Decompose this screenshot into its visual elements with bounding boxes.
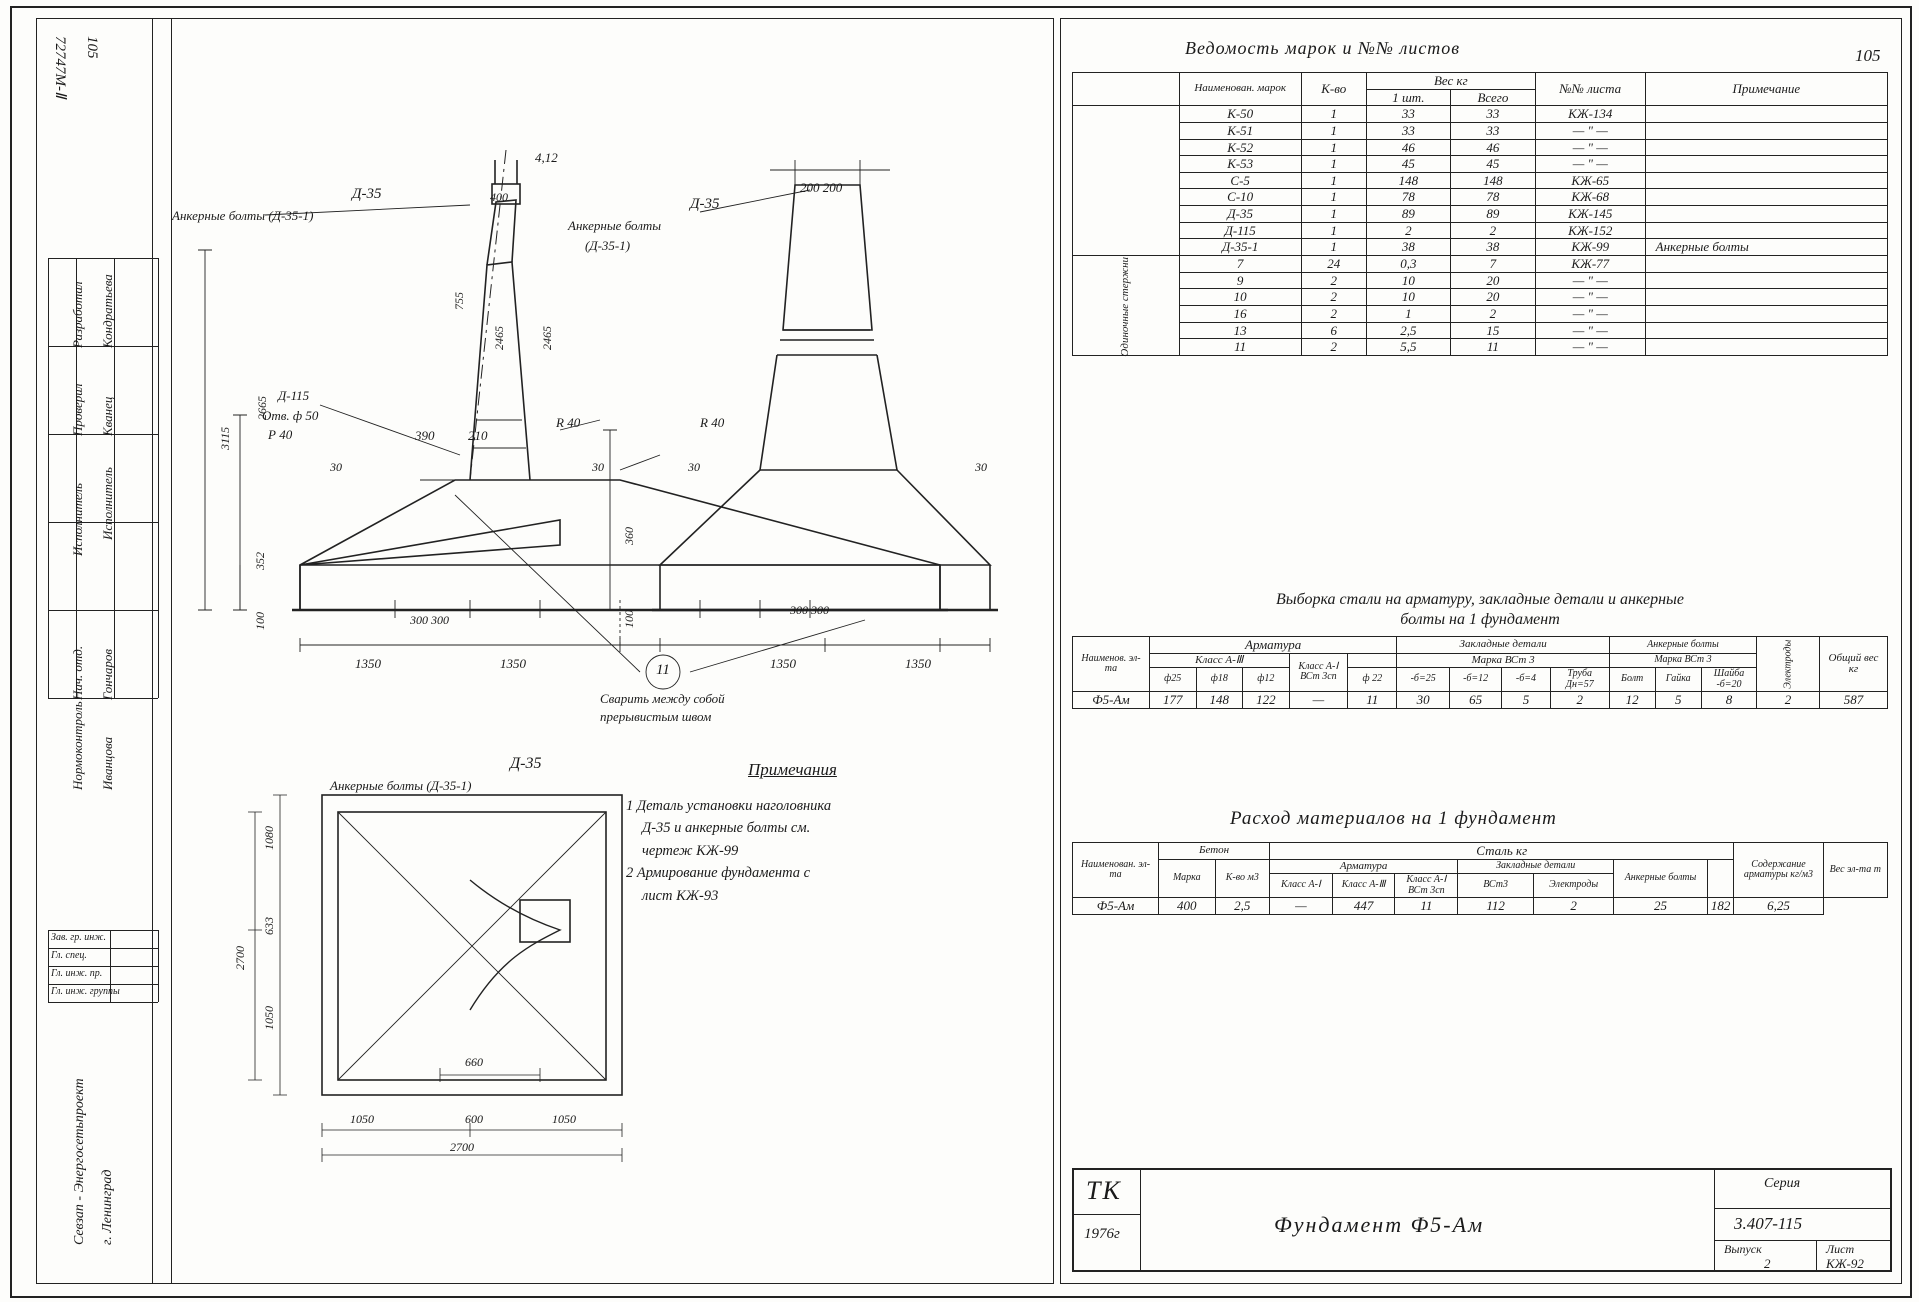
dim-1050: 1050: [262, 1006, 276, 1030]
cell-qty: 6: [1301, 322, 1366, 339]
cell-m3: 2,5: [1215, 898, 1270, 915]
weld-note: Сварить между собой прерывистым швом: [600, 691, 725, 724]
table-row: [1073, 172, 1888, 189]
header-class-bst: Класс А-Ⅰ ВСт 3сп: [1395, 874, 1458, 898]
table-row: [1073, 239, 1888, 256]
sub-b25: -б=25: [1397, 668, 1449, 692]
cell-v1: 148: [1196, 692, 1243, 709]
header-weight: Вес кг: [1366, 73, 1535, 90]
cell-name: 11: [1179, 339, 1301, 356]
cell-wall: 78: [1450, 189, 1535, 206]
table-row: [1073, 289, 1888, 306]
dim-360: 360: [622, 527, 636, 545]
header-name: Наименован. марок: [1179, 73, 1301, 106]
table-row: [1073, 322, 1888, 339]
header-embedded: Закладные детали: [1397, 637, 1609, 654]
cell-w1: 148: [1366, 172, 1450, 189]
table-row: [1073, 189, 1888, 206]
cell-sheet: КЖ-77: [1535, 256, 1645, 273]
cell-note: [1645, 189, 1887, 206]
org-name: Ceвзап - Энергосетьпроект: [72, 1078, 87, 1245]
cell-note: [1645, 106, 1887, 123]
dim-660: 660: [465, 1055, 483, 1069]
cell-sheet: КЖ-65: [1535, 172, 1645, 189]
dim-30-a: 30: [330, 460, 342, 474]
cell-wall: 89: [1450, 206, 1535, 223]
cell-note: [1645, 206, 1887, 223]
cell-wall: 148: [1450, 172, 1535, 189]
cell-name: С-5: [1179, 172, 1301, 189]
notes-title: Примечания: [748, 760, 837, 779]
cell-note: [1645, 139, 1887, 156]
dim-1350-d: 1350: [905, 656, 931, 671]
plan-title: Д-35: [510, 755, 542, 772]
sig-name-4: Иванцова: [100, 736, 115, 790]
note-line-3: 2 Армирование фундамента с: [626, 865, 811, 882]
cell-w1: 5,5: [1366, 339, 1450, 356]
cell-a3: 447: [1332, 898, 1395, 915]
cell-sheet: — " —: [1535, 339, 1645, 356]
cell-wall: 11: [1450, 339, 1535, 356]
blank-group-cell: [1073, 106, 1180, 256]
header-mark: Марка: [1159, 859, 1216, 898]
dim-352: 352: [253, 552, 267, 570]
dim-100-left: 100: [253, 612, 267, 630]
materials-table-title: Расход материалов на 1 фундамент: [1230, 808, 1557, 829]
cell-a1: —: [1270, 898, 1333, 915]
cell-wall: 15: [1450, 322, 1535, 339]
sub-b4: -б=4: [1502, 668, 1550, 692]
cell-sheet: — " —: [1535, 139, 1645, 156]
header-embed-mark: Марка ВСт 3: [1397, 653, 1609, 668]
steel-table-title-2: болты на 1 фундамент: [1400, 611, 1560, 628]
dim-3115: 3115: [218, 426, 232, 450]
page-number: 105: [1855, 46, 1881, 65]
cell-sheet: — " —: [1535, 156, 1645, 173]
header-total: Общий вес кг: [1819, 637, 1887, 692]
sheet-label: Лист: [1826, 1242, 1855, 1256]
label-anchor-bolts-left: Анкерные болты (Д-35-1): [172, 208, 314, 223]
dim-600: 600: [465, 1112, 483, 1126]
title-block: [1072, 1168, 1892, 1272]
label-d35-right: Д-35: [690, 196, 720, 212]
cell-name: С-10: [1179, 189, 1301, 206]
cell-sheet: — " —: [1535, 289, 1645, 306]
dim-412: 4,12: [535, 150, 558, 165]
cell-name: К-53: [1179, 156, 1301, 173]
cell-note: [1645, 156, 1887, 173]
table-row: [1073, 339, 1888, 356]
cell-v12: 2: [1757, 692, 1820, 709]
marks-table: [1072, 72, 1888, 356]
cell-w1: 38: [1366, 239, 1450, 256]
cell-wall: 46: [1450, 139, 1535, 156]
label-d35-left: Д-35: [352, 186, 382, 202]
header-weight: Вес эл-та т: [1823, 843, 1887, 898]
table-row: [1073, 156, 1888, 173]
cell-sheet: — " —: [1535, 122, 1645, 139]
header-class-a1: Класс А-Ⅰ ВСт 3сп: [1289, 653, 1348, 692]
sig-name-3: Гончаров: [100, 648, 115, 700]
dim-1350-b: 1350: [500, 656, 526, 671]
header-sheet: №№ листа: [1535, 73, 1645, 106]
sub-nut: Гайка: [1655, 668, 1701, 692]
cell-sheet: — " —: [1535, 272, 1645, 289]
table-row: [1073, 272, 1888, 289]
table-row: [1073, 206, 1888, 223]
dim-390: 390: [415, 428, 435, 443]
sig-role-3: Нач. отд.: [70, 645, 85, 700]
note-line-4: лист КЖ-93: [642, 887, 719, 904]
label-anchor-bolts-right-2: (Д-35-1): [585, 238, 631, 253]
cell-electro: 2: [1534, 898, 1614, 915]
sheet-value: КЖ-92: [1826, 1256, 1864, 1271]
cell-anchor: 25: [1614, 898, 1708, 915]
sub-washer: Шайба -б=20: [1701, 668, 1756, 692]
header-class-a1: Класс А-Ⅰ: [1270, 874, 1333, 898]
cell-v10: 5: [1655, 692, 1701, 709]
cell-name: Д-115: [1179, 222, 1301, 239]
cell-w1: 2: [1366, 222, 1450, 239]
cell-note: [1645, 222, 1887, 239]
approval-role-2: Гл. инж. пр.: [51, 968, 103, 979]
cell-sheet: — " —: [1535, 322, 1645, 339]
cell-name: 9: [1179, 272, 1301, 289]
cell-qty: 2: [1301, 339, 1366, 356]
header-embed-sub: ВСт3: [1458, 874, 1534, 898]
dim-1350-c: 1350: [770, 656, 796, 671]
cell-name: К-52: [1179, 139, 1301, 156]
header-class-a3: Класс А-Ⅲ: [1149, 653, 1289, 668]
cell-qty: 1: [1301, 156, 1366, 173]
cell-v8: 2: [1550, 692, 1609, 709]
cell-qty: 1: [1301, 189, 1366, 206]
margin-code-2: 105: [84, 36, 100, 59]
label-d115: Д-115: [278, 388, 310, 403]
dim-400: 400: [490, 190, 508, 204]
cell-v2: 122: [1243, 692, 1290, 709]
dim-1050-b: 1050: [552, 1112, 576, 1126]
series-label: Серия: [1764, 1176, 1801, 1191]
plan-subtitle: Анкерные болты (Д-35-1): [330, 778, 472, 793]
title-block-title: Фундамент Ф5-Ам: [1274, 1212, 1485, 1237]
dim-300-300-right: 300 300: [790, 603, 829, 617]
cell-note: [1645, 172, 1887, 189]
cell-qty: 1: [1301, 222, 1366, 239]
header-anchor-mark: Марка ВСт 3: [1609, 653, 1756, 668]
dim-2700-v: 2700: [233, 946, 247, 970]
header-note: Примечание: [1645, 73, 1887, 106]
cell-v0: 177: [1149, 692, 1196, 709]
cell-w1: 0,3: [1366, 256, 1450, 273]
cell-note: [1645, 339, 1887, 356]
dim-2700-h: 2700: [450, 1140, 474, 1154]
cell-name: 16: [1179, 305, 1301, 322]
header-class-a3: Класс А-Ⅲ: [1332, 874, 1395, 898]
header-electrodes-text: Электроды: [1781, 639, 1793, 689]
cell-wall: 20: [1450, 289, 1535, 306]
approval-role-1: Гл. спец.: [51, 950, 87, 961]
header-blank: [1348, 653, 1397, 668]
sig-role-2: Исполнитель: [70, 483, 85, 556]
table-row: [1073, 256, 1888, 273]
cell-note: [1645, 256, 1887, 273]
title-block-org: ТК: [1086, 1176, 1122, 1205]
cell-wall: 33: [1450, 122, 1535, 139]
cell-sheet: КЖ-134: [1535, 106, 1645, 123]
cell-weight: 6,25: [1734, 898, 1823, 915]
cell-w1: 10: [1366, 272, 1450, 289]
table-row: [1073, 122, 1888, 139]
approval-role-0: Зав. гр. инж.: [51, 932, 106, 943]
header-concrete: Бетон: [1159, 843, 1270, 860]
header-embed: Закладные детали: [1458, 859, 1614, 874]
header-reinf: Арматура: [1270, 859, 1458, 874]
cell-sheet: КЖ-99: [1535, 239, 1645, 256]
cell-name: Д-35: [1179, 206, 1301, 223]
cell-w1: 33: [1366, 122, 1450, 139]
note-line-2: чертеж КЖ-99: [642, 842, 739, 859]
sig-role-4: Нормоконтроль: [70, 701, 85, 790]
table-row: [1073, 305, 1888, 322]
header-anchor: Анкерные болты: [1609, 637, 1756, 654]
sub-f22: ф 22: [1348, 668, 1397, 692]
cell-qty: 1: [1301, 139, 1366, 156]
dim-30-b: 30: [592, 460, 604, 474]
cell-v9: 12: [1609, 692, 1655, 709]
label-r40-note: Р 40: [268, 427, 293, 442]
sig-name-0: Кондратьева: [100, 274, 115, 348]
title-block-year: 1976г: [1084, 1226, 1120, 1242]
cell-name: К-50: [1179, 106, 1301, 123]
cell-note: [1645, 305, 1887, 322]
cell-sheet: КЖ-152: [1535, 222, 1645, 239]
header-electro: Электроды: [1534, 874, 1614, 898]
dim-755: 755: [452, 292, 466, 310]
table-row: [1073, 106, 1888, 123]
cell-note: [1645, 122, 1887, 139]
cell-w1: 10: [1366, 289, 1450, 306]
dim-200-200: 200 200: [800, 180, 843, 195]
sig-role-0: Разработал: [70, 281, 85, 348]
sub-f12: ф12: [1243, 668, 1290, 692]
cell-name: К-51: [1179, 122, 1301, 139]
cell-w1: 1: [1366, 305, 1450, 322]
label-anchor-bolts-right: Анкерные болты: [568, 218, 662, 233]
sig-role-1: Проверил: [70, 383, 85, 436]
dim-210: 210: [468, 428, 488, 443]
header-qty: К-во: [1301, 73, 1366, 106]
cell-wall: 33: [1450, 106, 1535, 123]
cell-wall: 20: [1450, 272, 1535, 289]
header-m3: К-во м3: [1215, 859, 1270, 898]
rod-group-text: Одиночные стержни: [1119, 257, 1132, 357]
cell-bst: 11: [1395, 898, 1458, 915]
cell-wall: 2: [1450, 305, 1535, 322]
cell-qty: 24: [1301, 256, 1366, 273]
sub-f25: ф25: [1149, 668, 1196, 692]
cell-v11: 8: [1701, 692, 1756, 709]
dim-2465-a: 2465: [492, 326, 506, 350]
label-r40-left: R 40: [556, 415, 581, 430]
cell-qty: 2: [1301, 305, 1366, 322]
dim-1080: 1080: [262, 826, 276, 850]
cell-wall: 38: [1450, 239, 1535, 256]
cell-v4: 11: [1348, 692, 1397, 709]
dim-1350-a: 1350: [355, 656, 381, 671]
margin-code-1: 72747М-Ⅱ: [52, 36, 68, 99]
cell-note: [1645, 289, 1887, 306]
cell-w1: 46: [1366, 139, 1450, 156]
cell-sheet: КЖ-145: [1535, 206, 1645, 223]
issue-label: Выпуск: [1724, 1242, 1762, 1256]
cell-note: [1645, 272, 1887, 289]
sub-b12: -б=12: [1449, 668, 1501, 692]
cell-wall: 45: [1450, 156, 1535, 173]
cell-w1: 45: [1366, 156, 1450, 173]
sig-name-1: Кванец: [100, 396, 115, 436]
cell-v5: 30: [1397, 692, 1449, 709]
sub-f18: ф18: [1196, 668, 1243, 692]
header-name: Наименов. эл-та: [1073, 637, 1150, 692]
cell-v7: 5: [1502, 692, 1550, 709]
cell-wall: 2: [1450, 222, 1535, 239]
weld-callout-number: 11: [656, 662, 670, 678]
cell-name: Ф5-Ам: [1073, 692, 1150, 709]
header-group-col: [1073, 73, 1180, 106]
marks-table-title: Ведомость марок и №№ листов: [1185, 38, 1461, 58]
rod-group-label: [1073, 256, 1180, 356]
label-hole-d50: Отв. ф 50: [262, 408, 319, 423]
cell-v6: 65: [1449, 692, 1501, 709]
approval-role-3: Гл. инж. группы: [51, 986, 120, 997]
header-reinforcement: Арматура: [1149, 637, 1396, 654]
header-anchor: Анкерные болты: [1614, 859, 1708, 898]
cell-name: 10: [1179, 289, 1301, 306]
cell-note: [1645, 322, 1887, 339]
cell-qty: 2: [1301, 272, 1366, 289]
dim-1050-a: 1050: [350, 1112, 374, 1126]
table-header-row: [1073, 843, 1888, 860]
dim-30-d: 30: [975, 460, 987, 474]
cell-mark: 400: [1159, 898, 1216, 915]
table-row: [1073, 222, 1888, 239]
cell-note: Анкерные болты: [1645, 239, 1887, 256]
cell-total: 587: [1819, 692, 1887, 709]
series-value: 3.407-115: [1734, 1214, 1803, 1233]
header-steel: Сталь кг: [1270, 843, 1734, 860]
dim-300-300-left: 300 300: [410, 613, 449, 627]
cell-qty: 1: [1301, 239, 1366, 256]
table-header-row: [1073, 73, 1888, 90]
cell-name: 7: [1179, 256, 1301, 273]
cell-sheet: — " —: [1535, 305, 1645, 322]
cell-name: Ф5-Ам: [1073, 898, 1159, 915]
dim-633: 633: [262, 917, 276, 935]
cell-qty: 1: [1301, 122, 1366, 139]
header-weight-all: Всего: [1450, 89, 1535, 106]
org-city: г. Ленинград: [100, 1169, 115, 1245]
steel-table-title-1: Выборка стали на арматуру, закладные детали и анкерные: [1276, 591, 1684, 608]
cell-name: 13: [1179, 322, 1301, 339]
cell-qty: 1: [1301, 106, 1366, 123]
sub-bolt: Болт: [1609, 668, 1655, 692]
cell-qty: 2: [1301, 289, 1366, 306]
cell-wall: 7: [1450, 256, 1535, 273]
label-r40-right: R 40: [700, 415, 725, 430]
cell-qty: 1: [1301, 172, 1366, 189]
dim-100-right: 100: [622, 610, 636, 628]
sub-tube: Труба Дн=57: [1550, 668, 1609, 692]
dim-2665: 2665: [255, 396, 269, 420]
cell-name: Д-35-1: [1179, 239, 1301, 256]
header-weight-one: 1 шт.: [1366, 89, 1450, 106]
header-electrodes: [1757, 637, 1820, 692]
cell-v3: —: [1289, 692, 1348, 709]
cell-w1: 2,5: [1366, 322, 1450, 339]
issue-value: 2: [1764, 1256, 1771, 1271]
cell-qty: 1: [1301, 206, 1366, 223]
table-row: [1073, 692, 1888, 709]
steel-table: [1072, 636, 1888, 709]
cell-embed: 112: [1458, 898, 1534, 915]
materials-table: [1072, 842, 1888, 915]
dim-2465-b: 2465: [540, 326, 554, 350]
dim-30-c: 30: [688, 460, 700, 474]
cell-w1: 89: [1366, 206, 1450, 223]
cell-w1: 78: [1366, 189, 1450, 206]
header-saturation: Содержание арматуры кг/м3: [1734, 843, 1823, 898]
table-row: [1073, 139, 1888, 156]
note-line-0: 1 Деталь установки наголовника: [626, 798, 832, 814]
cell-saturation: 182: [1707, 898, 1734, 915]
header-name: Наименован. эл-та: [1073, 843, 1159, 898]
note-line-1: Д-35 и анкерные болты см.: [642, 820, 811, 837]
sig-name-2: Исполнитель: [100, 467, 115, 540]
cell-w1: 33: [1366, 106, 1450, 123]
cell-sheet: КЖ-68: [1535, 189, 1645, 206]
table-row: [1073, 898, 1888, 915]
table-header-row: [1073, 637, 1888, 654]
